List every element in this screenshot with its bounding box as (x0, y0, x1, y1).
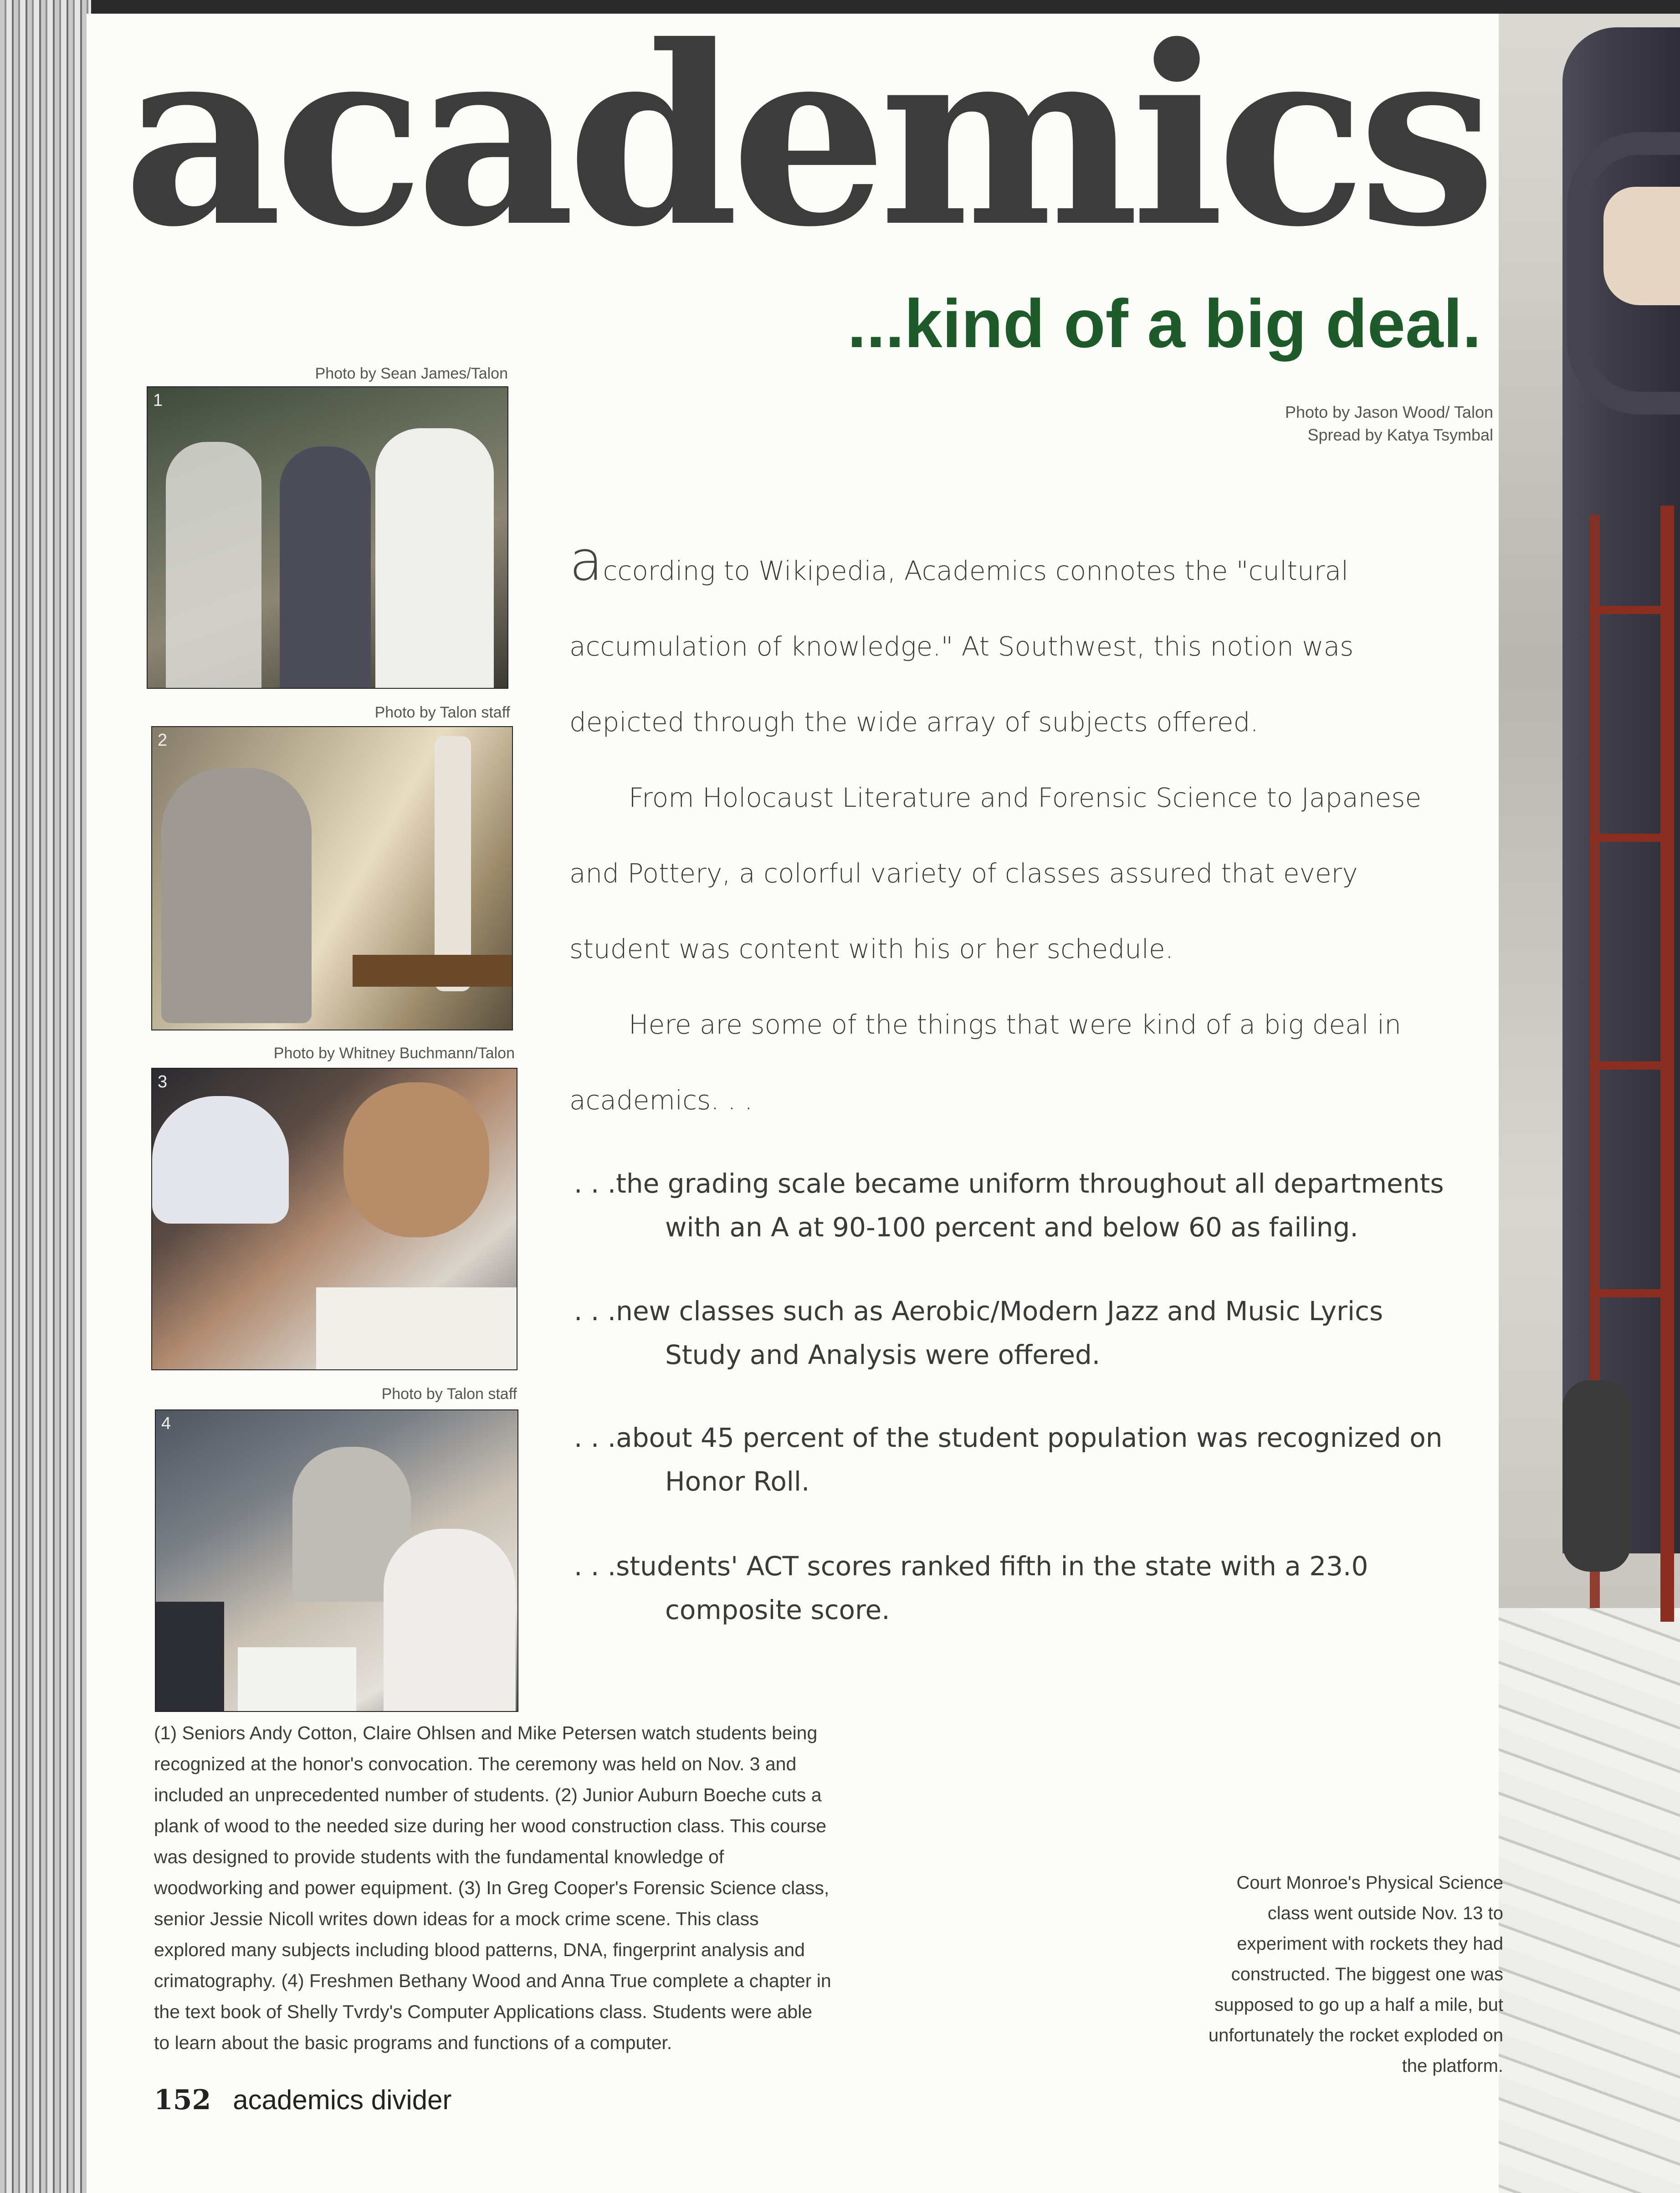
intro-text (569, 530, 1458, 1138)
classes-paragraph: From Holocaust Literature and Forensic Science to Japanese and Pottery, a colorful variety of classes assured that every student was content with his or her schedule. (569, 782, 1422, 964)
rocket-caption: Court Monroe's Physical Science class went outside Nov. 13 to experiment with rockets they had constructed. The biggest one was supposed to go up a half a mile, but unfortunately the rocket exploded on the platform. (1208, 1873, 1503, 2076)
photo-number: 4 (161, 1414, 171, 1433)
photo-2-credit: Photo by Talon staff (374, 704, 510, 721)
list-item: . . .about 45 percent of the student population was recognized on Honor Roll. (574, 1422, 1443, 1497)
list-item: . . .students' ACT scores ranked fifth in the state with a 23.0 composite score. (574, 1551, 1368, 1625)
intro-paragraph (569, 530, 1458, 760)
page-subtitle: ...kind of a big deal. (847, 285, 1481, 362)
photo-honors-convocation (147, 386, 508, 689)
photo-captions: (1) Seniors Andy Cotton, Claire Ohlsen and Mike Petersen watch students being recognized at the honor's convocation. The ceremony was held on Nov. 3 and included an unprecedented number of students. (2) Junior Auburn Boeche cuts a plank of wood to the needed size during her wood construction class. This course was designed to provide students with the fundamental knowledge of woodworking and power equipment. (3) In Greg Cooper's Forensic Science class, senior Jessie Nicoll writes down ideas for a mock crime scene. This class explored many subjects including blood patterns, DNA, fingerprint analysis and crimatography. (4) Freshmen Bethany Wood and Anna True complete a chapter in the text book of Shelly Tvrdy's Computer Applications class. Students were able to learn about the basic programs and functions of a computer. (154, 1722, 831, 2053)
page-title: academics (123, 0, 1489, 281)
page-folio (154, 2082, 451, 2118)
photo-number: 1 (153, 391, 163, 410)
drop-cap: a (569, 530, 603, 593)
list-item: . . .the grading scale became uniform throughout all departments with an A at 90-100 percent and below 60 as failing. (574, 1168, 1444, 1243)
intro-paragraph-text: ccording to Wikipedia, Academics connotes the "cultural accumulation of knowledge." At Southwest, this notion was depicted through the wide array of subjects offered. (569, 555, 1354, 738)
spread-credit: Spread by Katya Tsymbal (1307, 425, 1493, 444)
big-deal-paragraph: Here are some of the things that were kind of a big deal in academics. . . (569, 1009, 1402, 1116)
photo-number: 2 (158, 731, 168, 750)
top-credits (1083, 401, 1493, 446)
page-number: 152 (154, 2084, 211, 2116)
rocket-experiment-photo (1499, 14, 1680, 2193)
list-item: . . .new classes such as Aerobic/Modern Jazz and Music Lyrics Study and Analysis were offered. (574, 1296, 1383, 1370)
section-name: academics divider (233, 2085, 452, 2115)
photo-number: 3 (158, 1072, 168, 1091)
photo-forensic-science (151, 1068, 517, 1370)
book-page-edges (0, 0, 91, 2193)
photo-3-credit: Photo by Whitney Buchmann/Talon (273, 1045, 515, 1062)
photo-wood-construction (151, 726, 513, 1030)
main-photo-credit: Photo by Jason Wood/ Talon (1285, 403, 1493, 421)
photo-4-credit: Photo by Talon staff (381, 1385, 517, 1403)
photo-computer-applications (155, 1409, 518, 1712)
photo-1-credit: Photo by Sean James/Talon (315, 365, 508, 382)
